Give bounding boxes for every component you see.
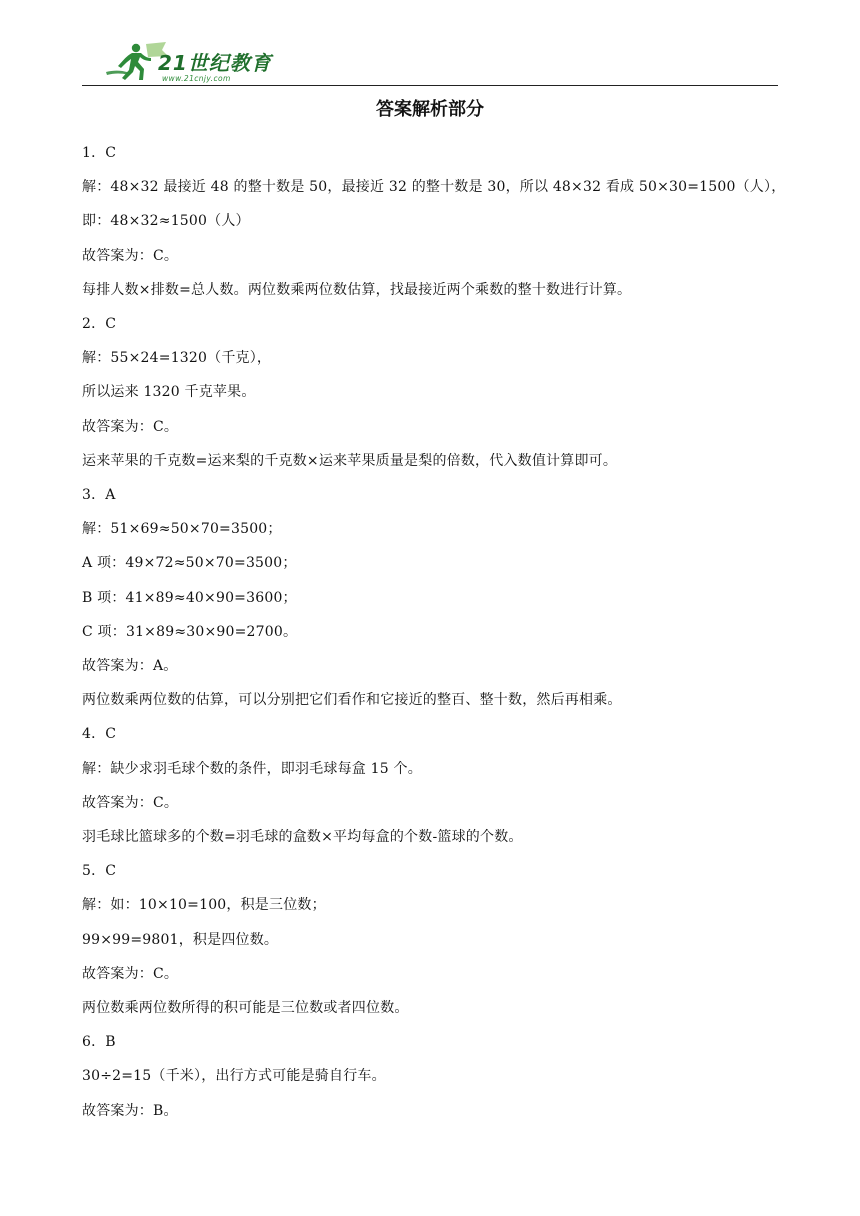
page-header	[82, 36, 778, 88]
logo-url: www.21cnjy.com	[162, 74, 231, 83]
answer-body	[82, 136, 786, 1128]
answer-text-line: 解：48×32 最接近 48 的整十数是 50，最接近 32 的整十数是 30，所以 48×32 看成 50×30=1500（人），	[82, 179, 786, 196]
answer-text-line: 所以运来 1320 千克苹果。	[82, 384, 256, 401]
answer-text-line: 即：48×32≈1500（人）	[82, 213, 250, 230]
answer-text-line: 故答案为：C。	[82, 965, 179, 982]
answer-text-line: 解：缺少求羽毛球个数的条件，即羽毛球每盒 15 个。	[82, 760, 422, 777]
question-answer-number: 2．C	[82, 316, 117, 333]
question-answer-number: 3．A	[82, 487, 116, 504]
answer-text-line: 解：51×69≈50×70=3500；	[82, 521, 282, 538]
answer-text-line: 99×99=9801，积是四位数。	[82, 931, 279, 948]
logo-title: 21世纪教育	[158, 51, 272, 75]
answer-text-line: C 项：31×89≈30×90=2700。	[82, 623, 298, 640]
answer-text-line: 故答案为：C。	[82, 418, 179, 435]
answer-text-line: 故答案为：A。	[82, 658, 178, 675]
answer-text-line: 羽毛球比篮球多的个数=羽毛球的盒数×平均每盒的个数-篮球的个数。	[82, 829, 523, 846]
answer-text-line: B 项：41×89≈40×90=3600；	[82, 589, 297, 606]
answer-text-line: A 项：49×72≈50×70=3500；	[82, 555, 297, 572]
answer-text-line: 运来苹果的千克数=运来梨的千克数×运来苹果质量是梨的倍数，代入数值计算即可。	[82, 452, 618, 469]
question-answer-number: 4．C	[82, 726, 117, 743]
answer-text-line: 30÷2=15（千米），出行方式可能是骑自行车。	[82, 1068, 386, 1085]
question-answer-number: 1．C	[82, 145, 117, 161]
question-answer-number: 6．B	[82, 1034, 116, 1051]
answer-text-line: 解：如：10×10=100，积是三位数；	[82, 897, 326, 914]
answer-text-line: 故答案为：C。	[82, 794, 179, 811]
answer-text-line: 解：55×24=1320（千克），	[82, 350, 272, 367]
answer-text-line: 每排人数×排数=总人数。两位数乘两位数估算，找最接近两个乘数的整十数进行计算。	[82, 281, 632, 298]
question-answer-number: 5．C	[82, 863, 117, 880]
page-title: 答案解析部分	[376, 99, 484, 120]
runner-icon	[106, 44, 151, 80]
answer-text-line: 两位数乘两位数所得的积可能是三位数或者四位数。	[82, 1000, 409, 1017]
header-divider	[82, 85, 778, 86]
site-logo	[102, 40, 292, 86]
answer-text-line: 故答案为：C。	[82, 247, 179, 264]
answer-text-line: 两位数乘两位数的估算，可以分别把它们看作和它接近的整百、整十数，然后再相乘。	[82, 692, 622, 709]
answer-text-line: 故答案为：B。	[82, 1102, 178, 1119]
